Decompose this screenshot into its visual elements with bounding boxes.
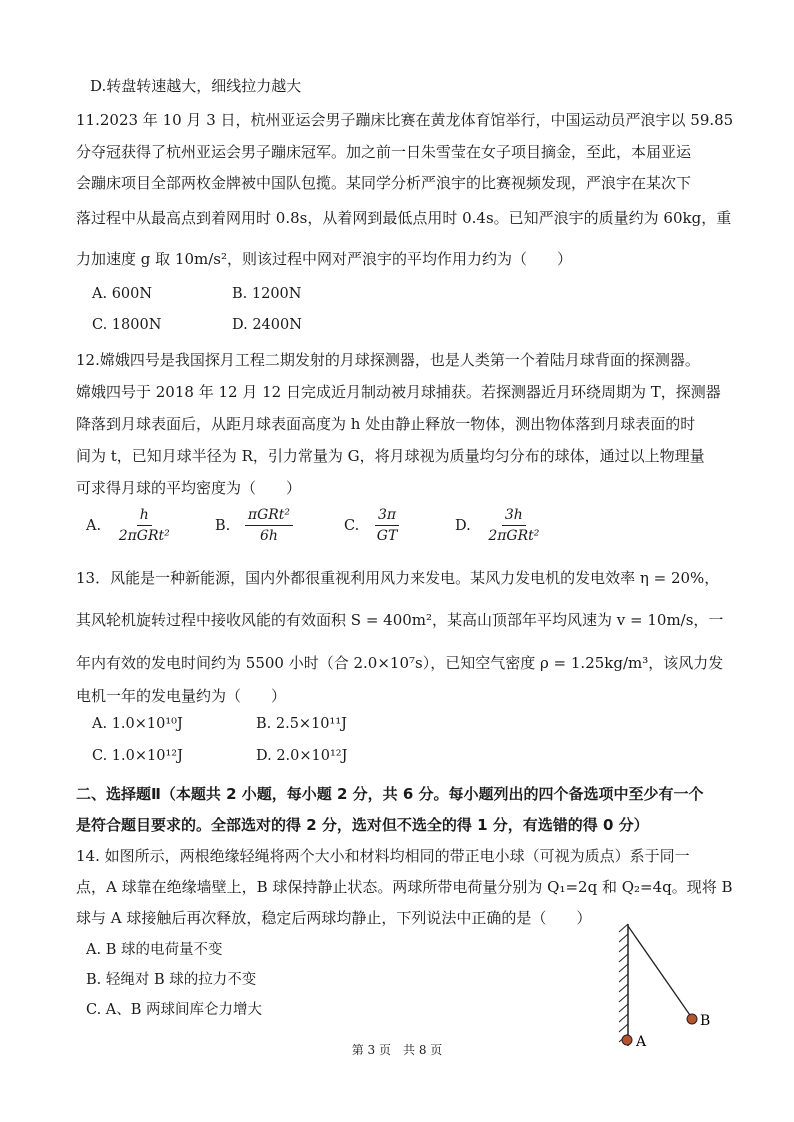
- q12-option-a-fraction: [116, 506, 173, 545]
- q11-stem-line5: 力加速度 g 取 10m/s²，则该过程中网对严浪宇的平均作用力约为（ ）: [76, 250, 572, 268]
- q12-option-d-denominator: 2πGRt²: [488, 528, 540, 544]
- q14-stem-line2: 点，A 球靠在绝缘墙壁上，B 球保持静止状态。两球所带电荷量分别为 Q₁=2q 和 Q₂=4q。现将 B: [76, 878, 733, 896]
- q11-option-b: B. 1200N: [232, 286, 302, 302]
- string-to-b: [628, 926, 692, 1018]
- q10-option-d: D.转盘转速越大，细线拉力越大: [90, 77, 302, 95]
- ball-b-label: B: [700, 1013, 711, 1029]
- page-footer: 第 3 页 共 8 页: [351, 1043, 443, 1057]
- q12-option-d: [455, 506, 542, 545]
- q11-stem-line1: 11.2023 年 10 月 3 日，杭州亚运会男子蹦床比赛在黄龙体育馆举行，中国运动员严浪宇以 59.85: [76, 111, 734, 129]
- q12-option-b: [215, 506, 293, 545]
- q13-option-b: B. 2.5×10¹¹J: [256, 716, 347, 732]
- ball-a-label: A: [636, 1034, 647, 1050]
- q12-option-d-fraction: [485, 506, 542, 545]
- q12-option-a-numerator: h: [137, 506, 152, 526]
- q11-stem-line2: 分夺冠获得了杭州亚运会男子蹦床冠军。加之前一日朱雪莹在女子项目摘金，至此，本届亚运: [76, 143, 692, 161]
- q11-option-a: A. 600N: [92, 286, 153, 302]
- q12-stem-line5: 可求得月球的平均密度为（ ）: [76, 479, 302, 497]
- q12-option-c-denominator: GT: [376, 528, 398, 544]
- section-2-header-line2: 是符合题目要求的。全部选对的得 2 分，选对但不选全的得 1 分，有选错的得 0 分）: [76, 816, 649, 834]
- q14-option-a: A. B 球的电荷量不变: [86, 942, 223, 958]
- q14-figure: [612, 918, 732, 1058]
- q12-option-b-denominator: 6h: [259, 528, 278, 544]
- q12-option-b-numerator: πGRt²: [245, 506, 293, 526]
- q13-stem-line3: 年内有效的发电时间约为 5500 小时（合 2.0×10⁷s），已知空气密度 ρ = 1.25kg/m³，该风力发: [76, 654, 724, 672]
- q12-option-b-fraction: [245, 506, 293, 545]
- q11-stem-line3: 会蹦床项目全部两枚金牌被中国队包揽。某同学分析严浪宇的比赛视频发现，严浪宇在某次下: [76, 174, 692, 192]
- q13-option-d: D. 2.0×10¹²J: [256, 748, 348, 764]
- q12-option-a-denominator: 2πGRt²: [118, 528, 170, 544]
- q14-stem-line1: 14. 如图所示，两根绝缘轻绳将两个大小和材料均相同的带正电小球（可视为质点）系于同一: [76, 847, 690, 865]
- q12-option-a: [86, 506, 173, 545]
- q12-option-c: [344, 506, 400, 545]
- q12-stem-line4: 间为 t，已知月球半径为 R，引力常量为 G，将月球视为质量均匀分布的球体，通过以上物理量: [76, 447, 705, 465]
- q12-stem-line1: 12.嫦娥四号是我国探月工程二期发射的月球探测器，也是人类第一个着陆月球背面的探测器。: [76, 351, 700, 369]
- q13-option-a: A. 1.0×10¹⁰J: [92, 716, 183, 732]
- ball-b: [687, 1014, 697, 1024]
- q11-stem-line4: 落过程中从最高点到着网用时 0.8s，从着网到最低点用时 0.4s。已知严浪宇的质量约为 60kg，重: [76, 209, 732, 227]
- q12-stem-line2: 嫦娥四号于 2018 年 12 月 12 日完成近月制动被月球捕获。若探测器近月环绕周期为 T，探测器: [76, 383, 721, 401]
- q12-option-c-label: C.: [344, 517, 360, 534]
- q13-stem-line4: 电机一年的发电量约为（ ）: [76, 687, 287, 705]
- q12-option-b-label: B.: [215, 517, 231, 534]
- q12-option-a-label: A.: [86, 517, 102, 534]
- q13-option-c: C. 1.0×10¹²J: [92, 748, 183, 764]
- q11-option-c: C. 1800N: [92, 317, 162, 333]
- q12-option-c-numerator: 3π: [375, 506, 399, 526]
- q13-stem-line1: 13．风能是一种新能源，国内外都很重视利用风力来发电。某风力发电机的发电效率 η = 20%，: [76, 569, 720, 587]
- section-2-header-line1: 二、选择题Ⅱ（本题共 2 小题，每小题 2 分，共 6 分。每小题列出的四个备选项中至少有一个: [76, 785, 704, 803]
- q14-stem-line3: 球与 A 球接触后再次释放，稳定后两球均静止，下列说法中正确的是（ ）: [76, 909, 592, 927]
- q13-stem-line2: 其风轮机旋转过程中接收风能的有效面积 S = 400m²，某高山顶部年平均风速为 v = 10m/s，一: [76, 611, 724, 629]
- q14-option-b: B. 轻绳对 B 球的拉力不变: [86, 972, 257, 988]
- q12-option-d-label: D.: [455, 517, 471, 534]
- q12-option-d-numerator: 3h: [502, 506, 526, 526]
- insulating-wall: [619, 924, 628, 1046]
- q11-option-d: D. 2400N: [232, 317, 302, 333]
- q12-stem-line3: 降落到月球表面后，从距月球表面高度为 h 处由静止释放一物体，测出物体落到月球表面的时: [76, 415, 696, 433]
- q14-option-c: C. A、B 两球间库仑力增大: [86, 1002, 263, 1018]
- q12-option-c-fraction: [374, 506, 401, 545]
